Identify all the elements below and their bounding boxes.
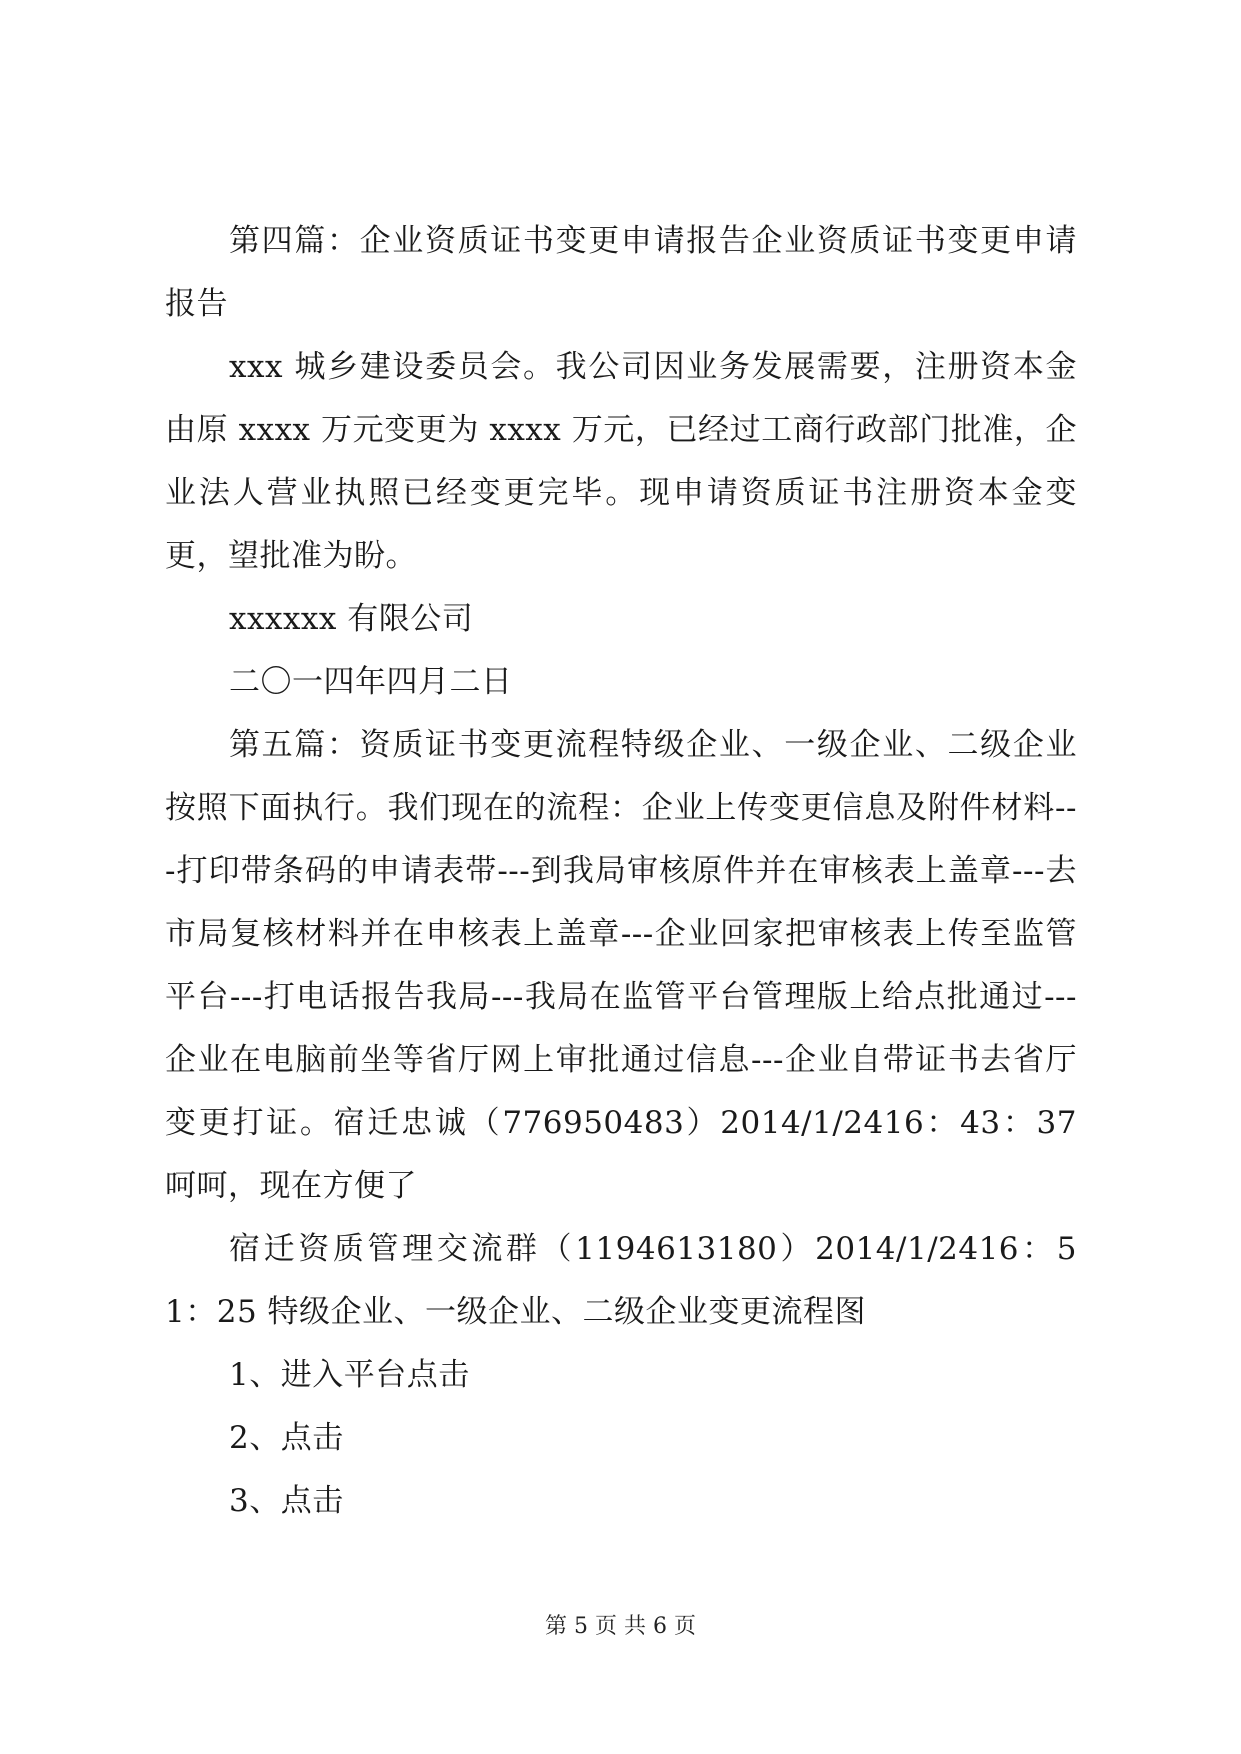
page-number-footer: 第 5 页 共 6 页: [545, 1614, 696, 1639]
paragraph-group-message: 宿迁资质管理交流群（1194613180）2014/1/2416：51：25 特级企业、一级企业、二级企业变更流程图: [165, 1231, 1077, 1330]
paragraph-company-signature: xxxxxx 有限公司: [229, 601, 474, 637]
list-item-step-1: 1、进入平台点击: [229, 1357, 470, 1393]
paragraph-date: 二〇一四年四月二日: [229, 664, 513, 700]
list-item-step-3: 3、点击: [229, 1483, 344, 1519]
list-item-step-2: 2、点击: [229, 1420, 344, 1456]
paragraph-title-5-process: 第五篇：资质证书变更流程特级企业、一级企业、二级企业按照下面执行。我们现在的流程：企业上传变更信息及附件材料---打印带条码的申请表带---到我局审核原件并在审核表上盖章---去市局复核材料并在申核表上盖章---企业回家把审核表上传至监管平台---打电话报告我局---我局在监管平台管理版上给点批通过---企业在电脑前坐等省厅网上审批通过信息---企业自带证书去省厅变更打证。宿迁忠诚（776950483）2014/1/2416：43：37 呵呵，现在方便了: [165, 727, 1077, 1204]
paragraph-title-4: 第四篇：企业资质证书变更申请报告企业资质证书变更申请报告: [165, 223, 1077, 322]
document-body: [165, 210, 1077, 1533]
paragraph-application-body: xxx 城乡建设委员会。我公司因业务发展需要，注册资本金由原 xxxx 万元变更为 xxxx 万元，已经过工商行政部门批准，企业法人营业执照已经变更完毕。现申请资质证书注册资本金变更，望批准为盼。: [165, 349, 1077, 574]
